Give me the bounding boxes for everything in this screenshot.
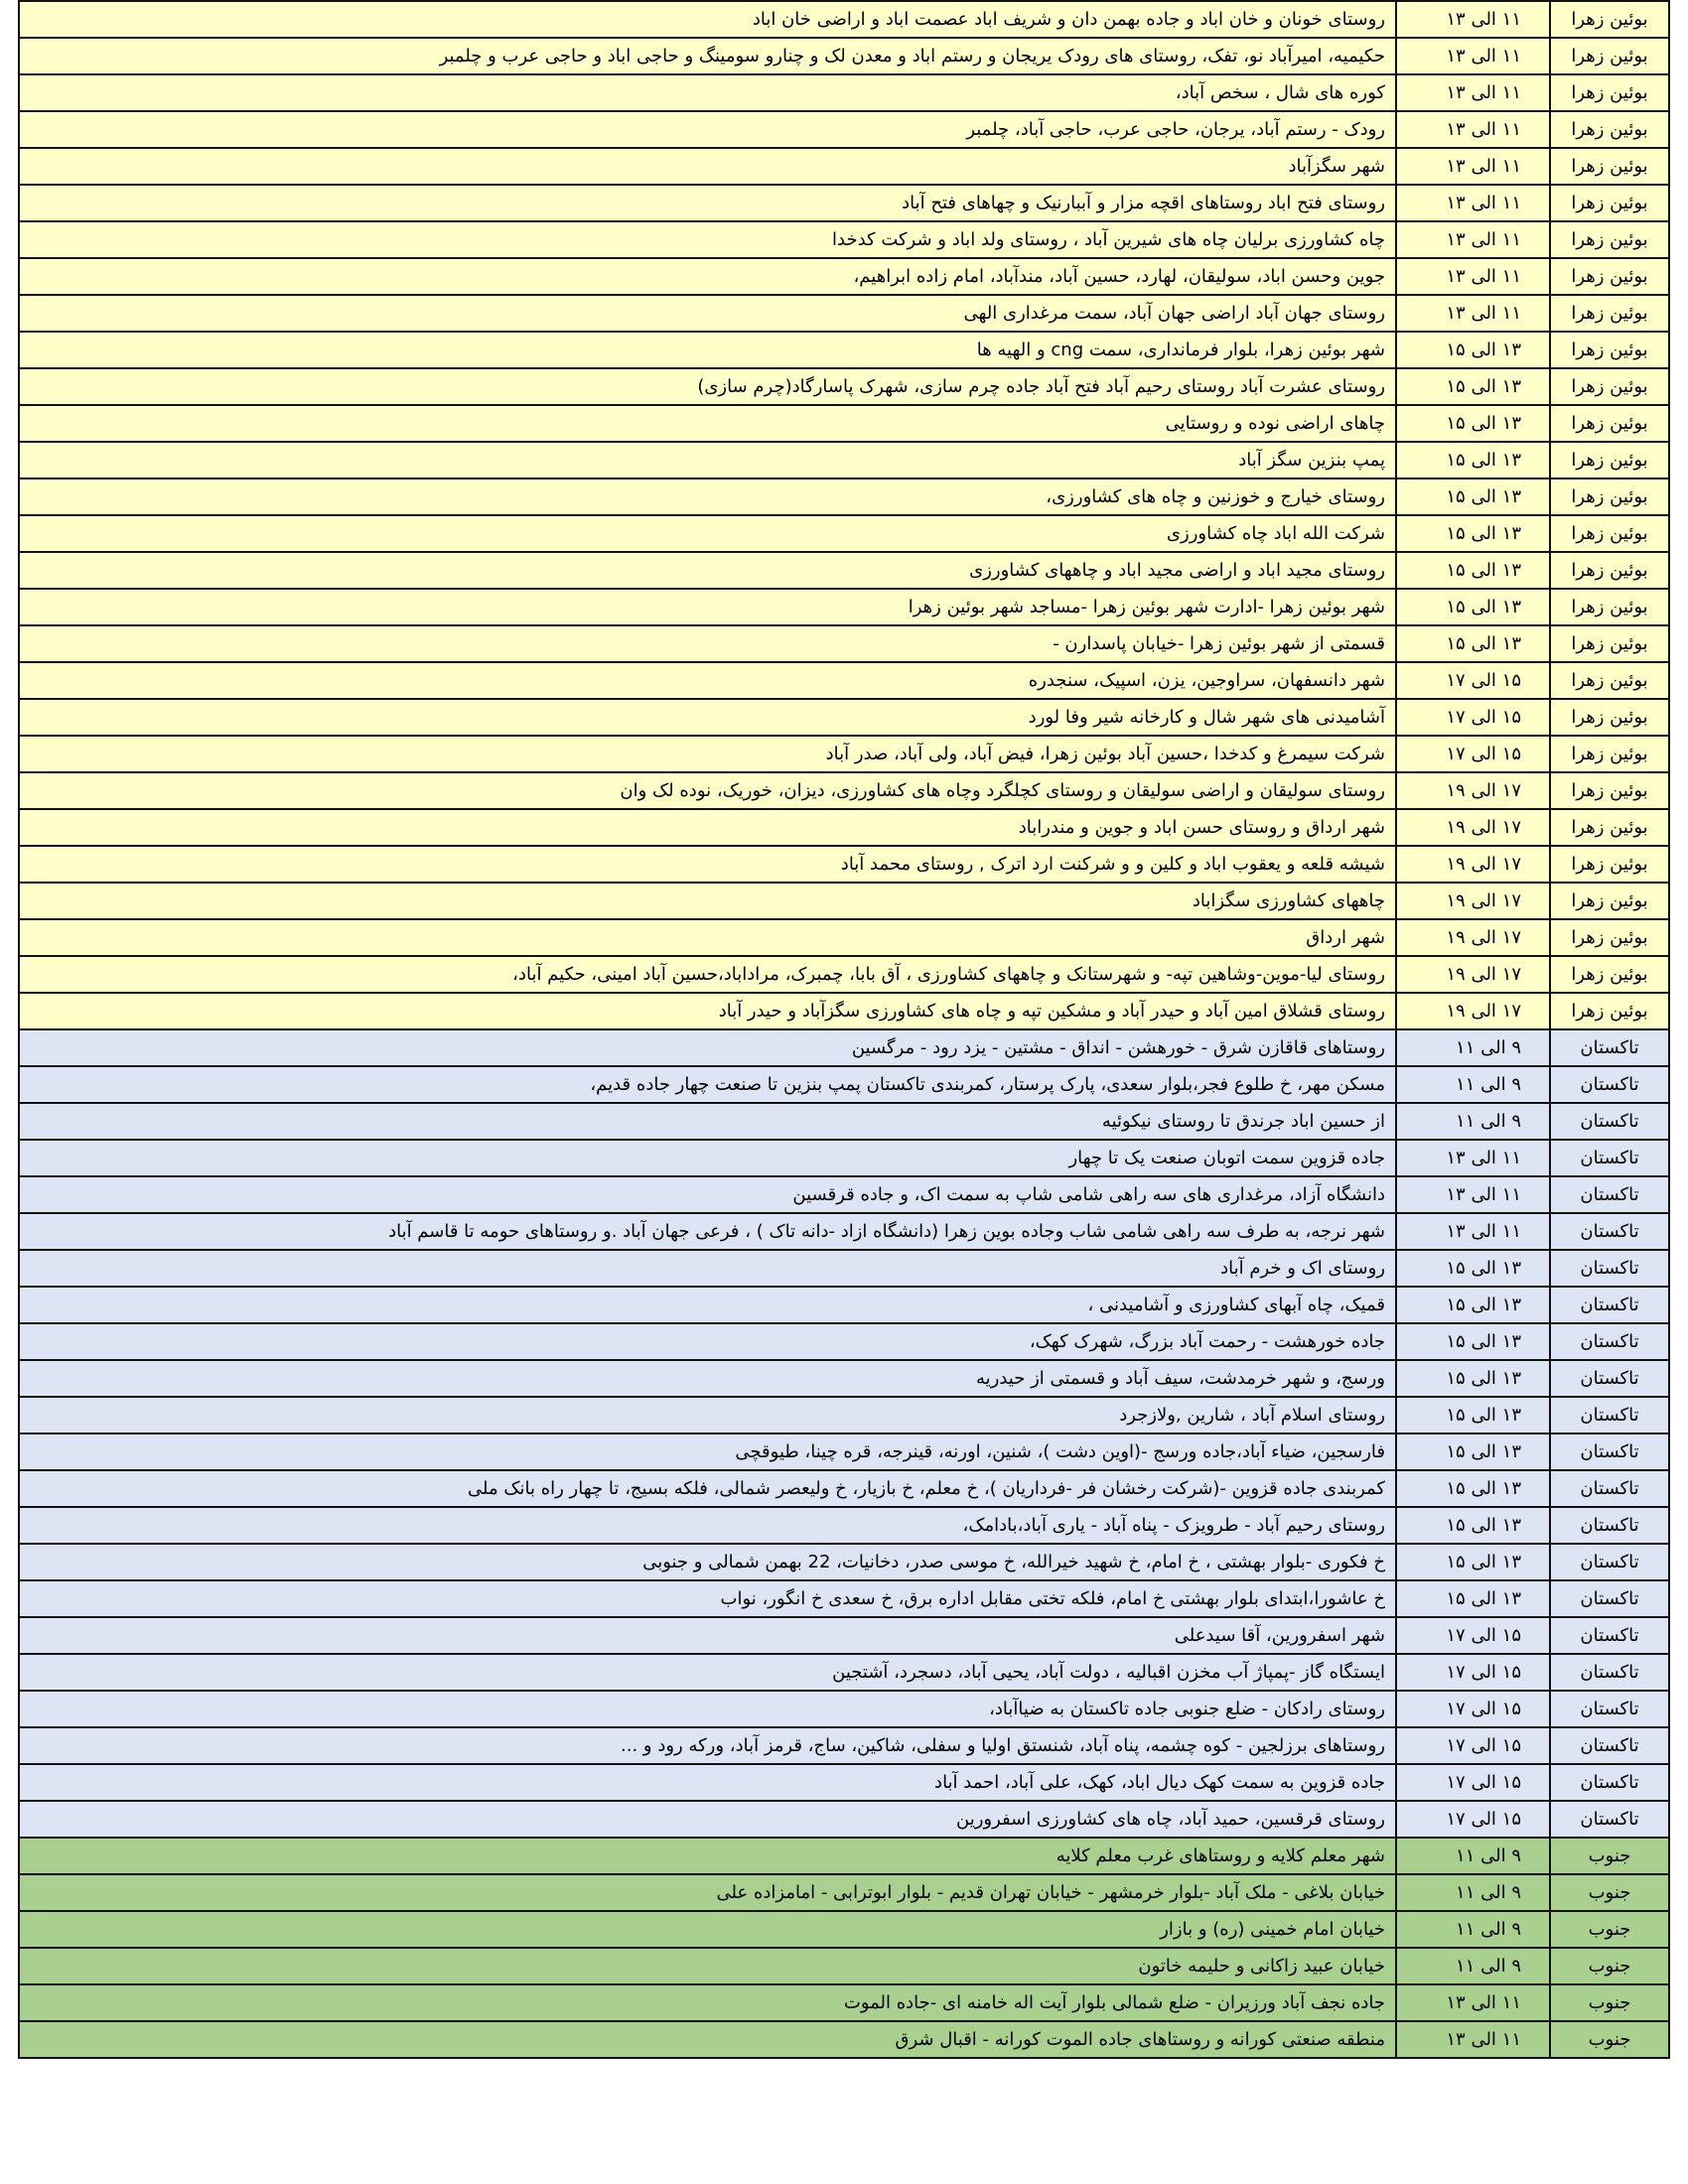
table-row	[19, 332, 1669, 368]
area-cell: جوین وحسن اباد، سولیقان، لهارد، حسین آباد، مندآباد، امام زاده ابراهیم،	[19, 258, 1396, 295]
area-cell: خیابان بلاغی - ملک آباد -بلوار خرمشهر - خیابان تهران قدیم - بلوار ابوترابی - امامزاده علی	[19, 1874, 1396, 1911]
time-range-cell: ۱۳ الی ۱۵	[1396, 1507, 1550, 1544]
region-cell: تاکستان	[1550, 1103, 1669, 1140]
time-range-cell: ۱۳ الی ۱۵	[1396, 589, 1550, 625]
region-cell: تاکستان	[1550, 1801, 1669, 1838]
region-cell: تاکستان	[1550, 1764, 1669, 1801]
table-row	[19, 148, 1669, 185]
time-range-cell: ۱۷ الی ۱۹	[1396, 956, 1550, 993]
region-cell: بوئین زهرا	[1550, 221, 1669, 258]
table-row	[19, 1103, 1669, 1140]
region-cell: تاکستان	[1550, 1323, 1669, 1360]
table-row	[19, 515, 1669, 552]
time-range-cell: ۱۵ الی ۱۷	[1396, 1617, 1550, 1654]
table-row	[19, 1250, 1669, 1287]
table-row	[19, 699, 1669, 736]
time-range-cell: ۱۳ الی ۱۵	[1396, 515, 1550, 552]
time-range-cell: ۱۳ الی ۱۵	[1396, 1544, 1550, 1580]
area-cell: شهر سگزآباد	[19, 148, 1396, 185]
area-cell: شهر ارداق و روستای حسن اباد و جوین و مندراباد	[19, 809, 1396, 846]
time-range-cell: ۹ الی ۱۱	[1396, 1066, 1550, 1103]
region-cell: تاکستان	[1550, 1176, 1669, 1213]
time-range-cell: ۱۳ الی ۱۵	[1396, 625, 1550, 662]
region-cell: تاکستان	[1550, 1691, 1669, 1727]
time-range-cell: ۱۵ الی ۱۷	[1396, 1727, 1550, 1764]
region-cell: بوئین زهرا	[1550, 111, 1669, 148]
time-range-cell: ۱۱ الی ۱۳	[1396, 1984, 1550, 2021]
table-row	[19, 1433, 1669, 1470]
area-cell: روستای خیارج و خوزنین و چاه های کشاورزی،	[19, 478, 1396, 515]
time-range-cell: ۱۳ الی ۱۵	[1396, 332, 1550, 368]
table-row	[19, 1984, 1669, 2021]
area-cell: از حسین اباد جرندق تا روستای نیکوئیه	[19, 1103, 1396, 1140]
table-row	[19, 809, 1669, 846]
time-range-cell: ۱۱ الی ۱۳	[1396, 74, 1550, 111]
time-range-cell: ۱۵ الی ۱۷	[1396, 1801, 1550, 1838]
time-range-cell: ۹ الی ۱۱	[1396, 1103, 1550, 1140]
time-range-cell: ۱۳ الی ۱۵	[1396, 1433, 1550, 1470]
time-range-cell: ۱۱ الی ۱۳	[1396, 185, 1550, 221]
area-cell: جاده قزوین به سمت کهک دیال اباد، کهک، علی آباد، احمد آباد	[19, 1764, 1396, 1801]
region-cell: تاکستان	[1550, 1470, 1669, 1507]
region-cell: تاکستان	[1550, 1287, 1669, 1323]
area-cell: روستای اک و خرم آباد	[19, 1250, 1396, 1287]
time-range-cell: ۱۱ الی ۱۳	[1396, 221, 1550, 258]
time-range-cell: ۱۳ الی ۱۵	[1396, 552, 1550, 589]
time-range-cell: ۱۵ الی ۱۷	[1396, 699, 1550, 736]
area-cell: شهر دانسفهان، سراوجین، یزن، اسپیک، سنجدره	[19, 662, 1396, 699]
time-range-cell: ۱۷ الی ۱۹	[1396, 883, 1550, 919]
region-cell: بوئین زهرا	[1550, 38, 1669, 74]
area-cell: چاهای اراضی نوده و روستایی	[19, 405, 1396, 442]
region-cell: تاکستان	[1550, 1727, 1669, 1764]
area-cell: حکیمیه، امیرآباد نو، تفک، روستای های رودک یریجان و رستم اباد و معدن لک و چنارو سومینگ و حاجی اباد و حاجی عرب و چلمبر	[19, 38, 1396, 74]
region-cell: بوئین زهرا	[1550, 185, 1669, 221]
area-cell: روستای جهان آباد اراضی جهان آباد، سمت مرغداری الهی	[19, 295, 1396, 332]
table-row	[19, 1691, 1669, 1727]
time-range-cell: ۱۱ الی ۱۳	[1396, 1140, 1550, 1176]
time-range-cell: ۱۳ الی ۱۵	[1396, 1360, 1550, 1397]
time-range-cell: ۱۵ الی ۱۷	[1396, 662, 1550, 699]
outage-schedule-table	[18, 0, 1670, 2059]
area-cell: دانشگاه آزاد، مرغداری های سه راهی شامی شاپ به سمت اک، و جاده قرقسین	[19, 1176, 1396, 1213]
region-cell: جنوب	[1550, 1838, 1669, 1874]
area-cell: شهر معلم کلایه و روستاهای غرب معلم کلایه	[19, 1838, 1396, 1874]
area-cell: جاده خورهشت - رحمت آباد بزرگ، شهرک کهک،	[19, 1323, 1396, 1360]
table-row	[19, 185, 1669, 221]
time-range-cell: ۱۵ الی ۱۷	[1396, 1654, 1550, 1691]
time-range-cell: ۱۳ الی ۱۵	[1396, 1323, 1550, 1360]
area-cell: ایستگاه گاز -پمپاژ آب مخزن اقبالیه ، دولت آباد، یحیی آباد، دسجرد، آشتجین	[19, 1654, 1396, 1691]
table-row	[19, 1580, 1669, 1617]
time-range-cell: ۱۱ الی ۱۳	[1396, 111, 1550, 148]
region-cell: تاکستان	[1550, 1654, 1669, 1691]
time-range-cell: ۱۳ الی ۱۵	[1396, 1287, 1550, 1323]
region-cell: تاکستان	[1550, 1433, 1669, 1470]
area-cell: روستای رحیم آباد - طرویزک - پناه آباد - یاری آباد،بادامک،	[19, 1507, 1396, 1544]
area-cell: کمربندی جاده قزوین -(شرکت رخشان فر -فرداریان )، خ معلم، خ بازیار، خ ولیعصر شمالی، فلکه بسیج، تا چهار راه بانک ملی	[19, 1470, 1396, 1507]
area-cell: شهر بوئین زهرا -ادارت شهر بوئین زهرا -مساجد شهر بوئین زهرا	[19, 589, 1396, 625]
table-row	[19, 295, 1669, 332]
table-row	[19, 552, 1669, 589]
table-row	[19, 1470, 1669, 1507]
area-cell: خ عاشورا،ابتدای بلوار بهشتی خ امام، فلکه تختی مقابل اداره برق، خ سعدی خ انگور، نواب	[19, 1580, 1396, 1617]
region-cell: بوئین زهرا	[1550, 662, 1669, 699]
area-cell: روستاهای برزلجین - کوه چشمه، پناه آباد، شنستق اولیا و سفلی، شاکین، ساج، قرمز آباد، ورکه رود و ...	[19, 1727, 1396, 1764]
area-cell: شهر ارداق	[19, 919, 1396, 956]
time-range-cell: ۱۵ الی ۱۷	[1396, 1764, 1550, 1801]
table-row	[19, 1360, 1669, 1397]
table-row	[19, 1544, 1669, 1580]
time-range-cell: ۱۷ الی ۱۹	[1396, 919, 1550, 956]
table-row	[19, 221, 1669, 258]
table-row	[19, 1654, 1669, 1691]
time-range-cell: ۱۱ الی ۱۳	[1396, 38, 1550, 74]
time-range-cell: ۱۱ الی ۱۳	[1396, 148, 1550, 185]
area-cell: مسکن مهر، خ طلوع فجر،بلوار سعدی، پارک پرستار، کمربندی تاکستان پمپ بنزین تا صنعت چهار جاده قدیم،	[19, 1066, 1396, 1103]
time-range-cell: ۱۳ الی ۱۵	[1396, 1397, 1550, 1433]
table-row	[19, 1764, 1669, 1801]
time-range-cell: ۱۷ الی ۱۹	[1396, 993, 1550, 1029]
area-cell: جاده نجف آباد ورزیران - ضلع شمالی بلوار آیت اله خامنه ای -جاده الموت	[19, 1984, 1396, 2021]
region-cell: بوئین زهرا	[1550, 295, 1669, 332]
area-cell: منطقه صنعتی کورانه و روستاهای جاده الموت کورانه - اقبال شرق	[19, 2021, 1396, 2058]
table-row	[19, 38, 1669, 74]
time-range-cell: ۹ الی ۱۱	[1396, 1838, 1550, 1874]
area-cell: شهر اسفرورین، آقا سیدعلی	[19, 1617, 1396, 1654]
time-range-cell: ۱۱ الی ۱۳	[1396, 258, 1550, 295]
region-cell: بوئین زهرا	[1550, 74, 1669, 111]
table-row	[19, 405, 1669, 442]
table-row	[19, 1323, 1669, 1360]
area-cell: آشامیدنی های شهر شال و کارخانه شیر وفا لورد	[19, 699, 1396, 736]
time-range-cell: ۱۷ الی ۱۹	[1396, 809, 1550, 846]
table-row	[19, 625, 1669, 662]
region-cell: بوئین زهرا	[1550, 552, 1669, 589]
time-range-cell: ۱۳ الی ۱۵	[1396, 442, 1550, 478]
table-row	[19, 1874, 1669, 1911]
region-cell: تاکستان	[1550, 1213, 1669, 1250]
table-row	[19, 1287, 1669, 1323]
time-range-cell: ۱۷ الی ۱۹	[1396, 772, 1550, 809]
area-cell: چاههای کشاورزی سگزاباد	[19, 883, 1396, 919]
time-range-cell: ۹ الی ۱۱	[1396, 1874, 1550, 1911]
table-row	[19, 846, 1669, 883]
area-cell: قسمتی از شهر بوئین زهرا -خیابان پاسدارن -	[19, 625, 1396, 662]
area-cell: خیابان عبید زاکانی و حلیمه خاتون	[19, 1948, 1396, 1984]
region-cell: جنوب	[1550, 1911, 1669, 1948]
table-row	[19, 772, 1669, 809]
time-range-cell: ۱۱ الی ۱۳	[1396, 1176, 1550, 1213]
table-row	[19, 368, 1669, 405]
area-cell: روستای رادکان - ضلع جنوبی جاده تاکستان به ضیاآباد،	[19, 1691, 1396, 1727]
area-cell: ورسج، و شهر خرمدشت، سیف آباد و قسمتی از حیدریه	[19, 1360, 1396, 1397]
table-row	[19, 478, 1669, 515]
region-cell: بوئین زهرا	[1550, 699, 1669, 736]
time-range-cell: ۱۳ الی ۱۵	[1396, 405, 1550, 442]
area-cell: خیابان امام خمینی (ره) و بازار	[19, 1911, 1396, 1948]
time-range-cell: ۱۳ الی ۱۵	[1396, 1580, 1550, 1617]
area-cell: فارسجین، ضیاء آباد،جاده ورسج -(اوین دشت )، شنین، اورنه، قینرجه، قره چینا، طیوقچی	[19, 1433, 1396, 1470]
area-cell: روستای لیا-موین-وشاهین تپه- و شهرستانک و چاههای کشاورزی ، آق بابا، چمبرک، مراداباد،حسین آباد امینی، حکیم آباد،	[19, 956, 1396, 993]
table-row	[19, 1507, 1669, 1544]
region-cell: جنوب	[1550, 1874, 1669, 1911]
time-range-cell: ۹ الی ۱۱	[1396, 1029, 1550, 1066]
time-range-cell: ۱۳ الی ۱۵	[1396, 1250, 1550, 1287]
region-cell: بوئین زهرا	[1550, 478, 1669, 515]
region-cell: بوئین زهرا	[1550, 332, 1669, 368]
table-row	[19, 1213, 1669, 1250]
time-range-cell: ۱۳ الی ۱۵	[1396, 368, 1550, 405]
region-cell: تاکستان	[1550, 1250, 1669, 1287]
region-cell: تاکستان	[1550, 1029, 1669, 1066]
outage-schedule-sheet	[18, 0, 1670, 2059]
region-cell: بوئین زهرا	[1550, 1, 1669, 38]
region-cell: بوئین زهرا	[1550, 956, 1669, 993]
area-cell: شهر نرجه، به طرف سه راهی شامی شاب وجاده بوین زهرا (دانشگاه ازاد -دانه تاک ) ، فرعی جهان آباد .و روستاهای حومه تا قاسم آباد	[19, 1213, 1396, 1250]
region-cell: تاکستان	[1550, 1544, 1669, 1580]
area-cell: روستای اسلام آباد ، شارین ,ولازجرد	[19, 1397, 1396, 1433]
time-range-cell: ۹ الی ۱۱	[1396, 1948, 1550, 1984]
area-cell: روستای مجید اباد و اراضی مجید اباد و چاههای کشاورزی	[19, 552, 1396, 589]
time-range-cell: ۱۵ الی ۱۷	[1396, 1691, 1550, 1727]
region-cell: بوئین زهرا	[1550, 442, 1669, 478]
region-cell: تاکستان	[1550, 1617, 1669, 1654]
region-cell: بوئین زهرا	[1550, 368, 1669, 405]
region-cell: جنوب	[1550, 1948, 1669, 1984]
area-cell: روستاهای قاقازن شرق - خورهشن - انداق - مشتین - یزد رود - مرگسین	[19, 1029, 1396, 1066]
area-cell: رودک - رستم آباد، یرجان، حاجی عرب، حاجی آباد، چلمبر	[19, 111, 1396, 148]
table-row	[19, 1140, 1669, 1176]
region-cell: تاکستان	[1550, 1066, 1669, 1103]
region-cell: تاکستان	[1550, 1360, 1669, 1397]
table-row	[19, 1948, 1669, 1984]
time-range-cell: ۱۳ الی ۱۵	[1396, 1470, 1550, 1507]
area-cell: روستای عشرت آباد روستای رحیم آباد فتح آباد جاده چرم سازی، شهرک پاسارگاد(چرم سازی)	[19, 368, 1396, 405]
time-range-cell: ۱۱ الی ۱۳	[1396, 295, 1550, 332]
area-cell: قمیک، چاه آبهای کشاورزی و آشامیدنی ،	[19, 1287, 1396, 1323]
area-cell: خ فکوری -بلوار بهشتی ، خ امام، خ شهید خیرالله، خ موسی صدر، دخانیات، 22 بهمن شمالی و جنوبی	[19, 1544, 1396, 1580]
table-row	[19, 1029, 1669, 1066]
area-cell: روستای خونان و خان اباد و جاده بهمن دان و شریف اباد عصمت اباد و اراضی خان اباد	[19, 1, 1396, 38]
region-cell: بوئین زهرا	[1550, 919, 1669, 956]
region-cell: تاکستان	[1550, 1580, 1669, 1617]
area-cell: جاده قزوین سمت اتوبان صنعت یک تا چهار	[19, 1140, 1396, 1176]
time-range-cell: ۱۷ الی ۱۹	[1396, 846, 1550, 883]
area-cell: روستای قرقسین، حمید آباد، چاه های کشاورزی اسفرورین	[19, 1801, 1396, 1838]
region-cell: جنوب	[1550, 2021, 1669, 2058]
area-cell: شرکت الله اباد چاه کشاورزی	[19, 515, 1396, 552]
area-cell: روستای سولیقان و اراضی سولیقان و روستای کچلگرد وچاه های کشاورزی، دیزان، خوریک، نوده لک وان	[19, 772, 1396, 809]
table-row	[19, 258, 1669, 295]
region-cell: تاکستان	[1550, 1397, 1669, 1433]
area-cell: چاه کشاورزی برلیان چاه های شیرین آباد ، روستای ولد اباد و شرکت کدخدا	[19, 221, 1396, 258]
area-cell: شهر بوئین زهرا، بلوار فرمانداری، سمت cng و الهیه ها	[19, 332, 1396, 368]
time-range-cell: ۱۱ الی ۱۳	[1396, 1, 1550, 38]
region-cell: بوئین زهرا	[1550, 883, 1669, 919]
table-row	[19, 1838, 1669, 1874]
table-row	[19, 1727, 1669, 1764]
table-row	[19, 1801, 1669, 1838]
table-row	[19, 1617, 1669, 1654]
time-range-cell: ۱۱ الی ۱۳	[1396, 1213, 1550, 1250]
table-row	[19, 956, 1669, 993]
table-row	[19, 883, 1669, 919]
table-row	[19, 736, 1669, 772]
table-row	[19, 662, 1669, 699]
table-row	[19, 1397, 1669, 1433]
region-cell: تاکستان	[1550, 1140, 1669, 1176]
region-cell: بوئین زهرا	[1550, 405, 1669, 442]
table-row	[19, 111, 1669, 148]
region-cell: بوئین زهرا	[1550, 993, 1669, 1029]
table-row	[19, 74, 1669, 111]
region-cell: تاکستان	[1550, 1507, 1669, 1544]
region-cell: بوئین زهرا	[1550, 846, 1669, 883]
region-cell: بوئین زهرا	[1550, 809, 1669, 846]
region-cell: بوئین زهرا	[1550, 625, 1669, 662]
table-row	[19, 2021, 1669, 2058]
area-cell: پمپ بنزین سگز آباد	[19, 442, 1396, 478]
area-cell: روستای فتح اباد روستاهای اقچه مزار و آببارنیک و چهاهای فتح آباد	[19, 185, 1396, 221]
table-row	[19, 442, 1669, 478]
region-cell: بوئین زهرا	[1550, 258, 1669, 295]
time-range-cell: ۱۳ الی ۱۵	[1396, 478, 1550, 515]
schedule-rows	[19, 1, 1669, 2058]
region-cell: بوئین زهرا	[1550, 772, 1669, 809]
table-row	[19, 589, 1669, 625]
area-cell: شرکت سیمرغ و کدخدا ،حسین آباد بوئین زهرا، فیض آباد، ولی آباد، صدر آباد	[19, 736, 1396, 772]
table-row	[19, 1, 1669, 38]
table-row	[19, 993, 1669, 1029]
area-cell: شیشه قلعه و یعقوب اباد و کلین و و شرکنت ارد اترک , روستای محمد آباد	[19, 846, 1396, 883]
table-row	[19, 919, 1669, 956]
area-cell: روستای قشلاق امین آباد و حیدر آباد و مشکین تپه و چاه های کشاورزی سگزآباد و حیدر آباد	[19, 993, 1396, 1029]
region-cell: بوئین زهرا	[1550, 736, 1669, 772]
region-cell: بوئین زهرا	[1550, 589, 1669, 625]
time-range-cell: ۱۵ الی ۱۷	[1396, 736, 1550, 772]
table-row	[19, 1066, 1669, 1103]
region-cell: بوئین زهرا	[1550, 515, 1669, 552]
table-row	[19, 1911, 1669, 1948]
time-range-cell: ۱۱ الی ۱۳	[1396, 2021, 1550, 2058]
area-cell: کوره های شال ، سخص آباد،	[19, 74, 1396, 111]
time-range-cell: ۹ الی ۱۱	[1396, 1911, 1550, 1948]
table-row	[19, 1176, 1669, 1213]
region-cell: جنوب	[1550, 1984, 1669, 2021]
region-cell: بوئین زهرا	[1550, 148, 1669, 185]
